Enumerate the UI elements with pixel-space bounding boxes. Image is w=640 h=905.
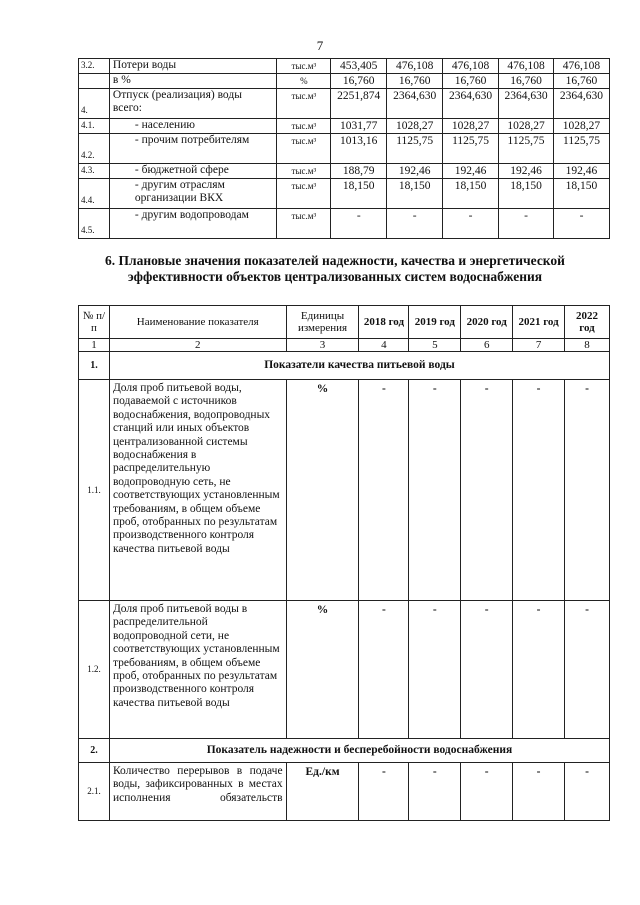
row-unit: тыс.м³ [277,209,331,239]
row-unit: тыс.м³ [277,59,331,74]
row-value: 2251,874 [331,89,387,119]
header-year: 2018 год [359,306,409,339]
indicator-value: - [409,763,461,821]
table-row [79,119,610,134]
row-unit: тыс.м³ [277,134,331,164]
section-num: 2. [79,739,110,763]
row-value: 476,108 [499,59,554,74]
row-value: - [553,209,609,239]
indicator-value: - [565,380,610,601]
section-title: 6. Плановые значения показателей надежности, качества и энергетической эффективности объектов централизованных систем водоснабжения [105,253,565,284]
table-row [79,89,610,119]
row-num [79,74,110,89]
row-value: 16,760 [443,74,499,89]
row-num: 4. [79,89,110,119]
row-value: 1028,27 [499,119,554,134]
row-value: 192,46 [443,164,499,179]
row-value: 2364,630 [387,89,443,119]
header-year: 2019 год [409,306,461,339]
row-value: 1125,75 [387,134,443,164]
row-unit: тыс.м³ [277,164,331,179]
column-index: 4 [359,339,409,352]
indicator-value: - [565,763,610,821]
indicator-value: - [565,601,610,739]
table-row [79,179,610,209]
section-heading: Показатель надежности и бесперебойности водоснабжения [109,739,609,763]
row-value: 16,760 [387,74,443,89]
indicator-name: Доля проб питьевой воды, подаваемой с источников водоснабжения, водопроводных станций или иных объектов централизованной системы водоснабжения в распределительную водопроводную сеть, не соответствующих установленным требованиям, в общем объеме проб, отобранных по результатам производственного контроля качества питьевой воды [109,380,286,601]
row-value: 1028,27 [443,119,499,134]
row-num: 2.1. [79,763,110,821]
row-name: - другим водопроводам [109,209,277,239]
row-value: 18,150 [387,179,443,209]
row-name: - бюджетной сфере [109,164,277,179]
row-value: 1028,27 [553,119,609,134]
column-index: 1 [79,339,110,352]
row-value: 18,150 [331,179,387,209]
row-name: - другим отраслям организации ВКХ [109,179,277,209]
indicator-value: - [409,601,461,739]
page-number: 7 [316,38,324,53]
row-value: 453,405 [331,59,387,74]
header-year: 2021 год [513,306,565,339]
row-num: 4.1. [79,119,110,134]
row-name: - прочим потребителям [109,134,277,164]
column-index: 2 [109,339,286,352]
indicator-value: - [409,380,461,601]
indicator-value: - [461,380,513,601]
row-num: 4.3. [79,164,110,179]
row-num: 1.2. [79,601,110,739]
row-value: 192,46 [553,164,609,179]
indicator-value: - [513,380,565,601]
column-index: 7 [513,339,565,352]
table-row [79,134,610,164]
indicator-value: - [461,763,513,821]
header-year: 2022 год [565,306,610,339]
column-index: 6 [461,339,513,352]
section-num: 1. [79,352,110,380]
row-value: 476,108 [387,59,443,74]
table-row [79,601,610,739]
row-value: 476,108 [443,59,499,74]
row-value: 16,760 [553,74,609,89]
table-row [79,74,610,89]
row-value: 16,760 [331,74,387,89]
row-value: 1125,75 [499,134,554,164]
row-num: 4.4. [79,179,110,209]
row-value: 192,46 [499,164,554,179]
row-name: в % [109,74,277,89]
row-value: 18,150 [443,179,499,209]
row-unit: тыс.м³ [277,179,331,209]
table-row [79,763,610,821]
indicators-table [78,305,610,821]
header-unit: Единицы измерения [286,306,359,339]
row-num: 1.1. [79,380,110,601]
row-value: 1013,16 [331,134,387,164]
column-index: 3 [286,339,359,352]
row-value: 2364,630 [499,89,554,119]
table-row [79,59,610,74]
indicator-value: - [513,763,565,821]
row-value: 1125,75 [443,134,499,164]
indicator-unit: Ед./км [286,763,359,821]
header-name: Наименование показателя [109,306,286,339]
section-heading: Показатели качества питьевой воды [109,352,609,380]
row-value: 188,79 [331,164,387,179]
row-num: 3.2. [79,59,110,74]
section-row [79,739,610,763]
section-row [79,352,610,380]
header-year: 2020 год [461,306,513,339]
row-name: Отпуск (реализация) воды всего: [109,89,277,119]
row-value: - [387,209,443,239]
row-value: 192,46 [387,164,443,179]
indicator-unit: % [286,601,359,739]
table-header-row [79,306,610,339]
row-unit: % [277,74,331,89]
indicator-value: - [359,601,409,739]
row-unit: тыс.м³ [277,89,331,119]
row-value: 16,760 [499,74,554,89]
column-index: 8 [565,339,610,352]
indicator-name: Доля проб питьевой воды в распределительной водопроводной сети, не соответствующих установленным требованиям, в общем объеме проб, отобранных по результатам производственного контроля качества питьевой воды [109,601,286,739]
row-value: - [443,209,499,239]
row-value: - [331,209,387,239]
indicator-value: - [359,763,409,821]
row-value: 476,108 [553,59,609,74]
row-num: 4.5. [79,209,110,239]
table-row [79,209,610,239]
column-index: 5 [409,339,461,352]
header-num: № п/п [79,306,110,339]
indicator-name: Количество перерывов в подаче воды, зафиксированных в местах исполнения обязательств [109,763,286,821]
row-num: 4.2. [79,134,110,164]
row-unit: тыс.м³ [277,119,331,134]
indicator-value: - [461,601,513,739]
indicator-value: - [359,380,409,601]
row-name: Потери воды [109,59,277,74]
row-value: - [499,209,554,239]
row-value: 2364,630 [443,89,499,119]
table-row [79,164,610,179]
water-balance-table [78,58,610,239]
indicator-value: - [513,601,565,739]
row-value: 1031,77 [331,119,387,134]
row-value: 1028,27 [387,119,443,134]
row-value: 2364,630 [553,89,609,119]
row-value: 1125,75 [553,134,609,164]
row-name: - населению [109,119,277,134]
row-value: 18,150 [553,179,609,209]
table-row [79,380,610,601]
indicator-unit: % [286,380,359,601]
column-index-row [79,339,610,352]
row-value: 18,150 [499,179,554,209]
